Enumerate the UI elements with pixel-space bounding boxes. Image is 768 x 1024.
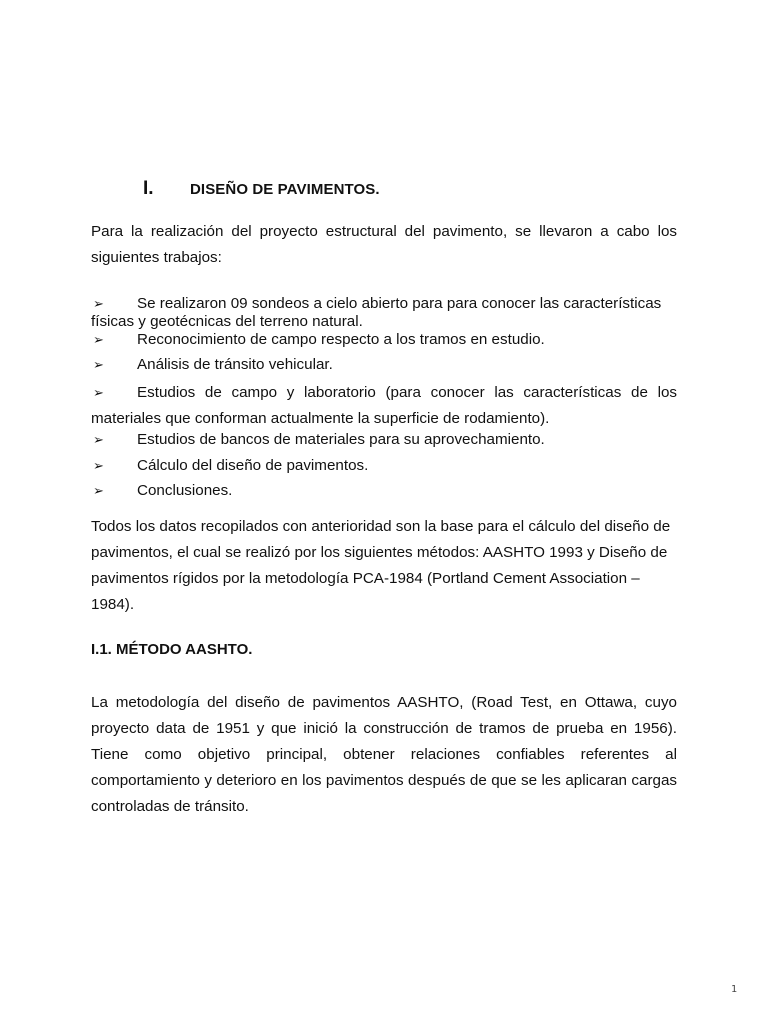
list-item — [91, 380, 677, 432]
summary-paragraph: Todos los datos recopilados con anterioridad son la base para el cálculo del diseño de pavimentos, el cual se realizó por los siguientes métodos: AASHTO 1993 y Diseño de pavimentos rígidos por la metodología PCA-1984 (Portland Cement Association – 1984). — [91, 518, 671, 613]
list-item-text: Estudios de campo y laboratorio (para conocer las características de los materiales que conforman actualmente la superficie de rodamiento). — [91, 384, 677, 427]
arrow-bullet-icon: ➢ — [93, 357, 104, 372]
arrow-bullet-icon: ➢ — [93, 332, 104, 347]
list-item-text: Se realizaron 09 sondeos a cielo abierto para para conocer las características físicas y geotécnicas del terreno natural. — [91, 295, 662, 330]
list-item-text: Conclusiones. — [137, 482, 233, 499]
list-item-text: Análisis de tránsito vehicular. — [137, 356, 333, 373]
section-title: DISEÑO DE PAVIMENTOS. — [190, 181, 380, 198]
page-number: 1 — [731, 984, 738, 995]
intro-paragraph: Para la realización del proyecto estructural del pavimento, se llevaron a cabo los siguientes trabajos: — [91, 223, 677, 266]
subsection-title: I.1. MÉTODO AASHTO. — [91, 641, 253, 658]
arrow-bullet-icon: ➢ — [93, 458, 104, 473]
section-heading — [143, 178, 380, 200]
list-item-text: Cálculo del diseño de pavimentos. — [137, 457, 369, 474]
list-item — [91, 295, 677, 331]
list-item-text: Estudios de bancos de materiales para su aprovechamiento. — [137, 431, 545, 448]
list-item-text: Reconocimiento de campo respecto a los tramos en estudio. — [137, 331, 545, 348]
arrow-bullet-icon: ➢ — [93, 296, 104, 311]
arrow-bullet-icon: ➢ — [93, 385, 104, 400]
aashto-paragraph: La metodología del diseño de pavimentos AASHTO, (Road Test, en Ottawa, cuyo proyecto data de 1951 y que inició la construcción de tramos de prueba en 1956). Tiene como objetivo principal, obtener relaciones confiables referentes al comportamiento y deterioro en los pavimentos después de que se les aplicaran cargas controladas de tránsito. — [91, 694, 677, 815]
list-item — [91, 355, 677, 375]
list-item — [91, 481, 677, 501]
list-item — [91, 330, 677, 350]
list-item — [91, 430, 677, 450]
list-item — [91, 456, 677, 476]
arrow-bullet-icon: ➢ — [93, 483, 104, 498]
section-number: I. — [143, 178, 154, 199]
arrow-bullet-icon: ➢ — [93, 432, 104, 447]
